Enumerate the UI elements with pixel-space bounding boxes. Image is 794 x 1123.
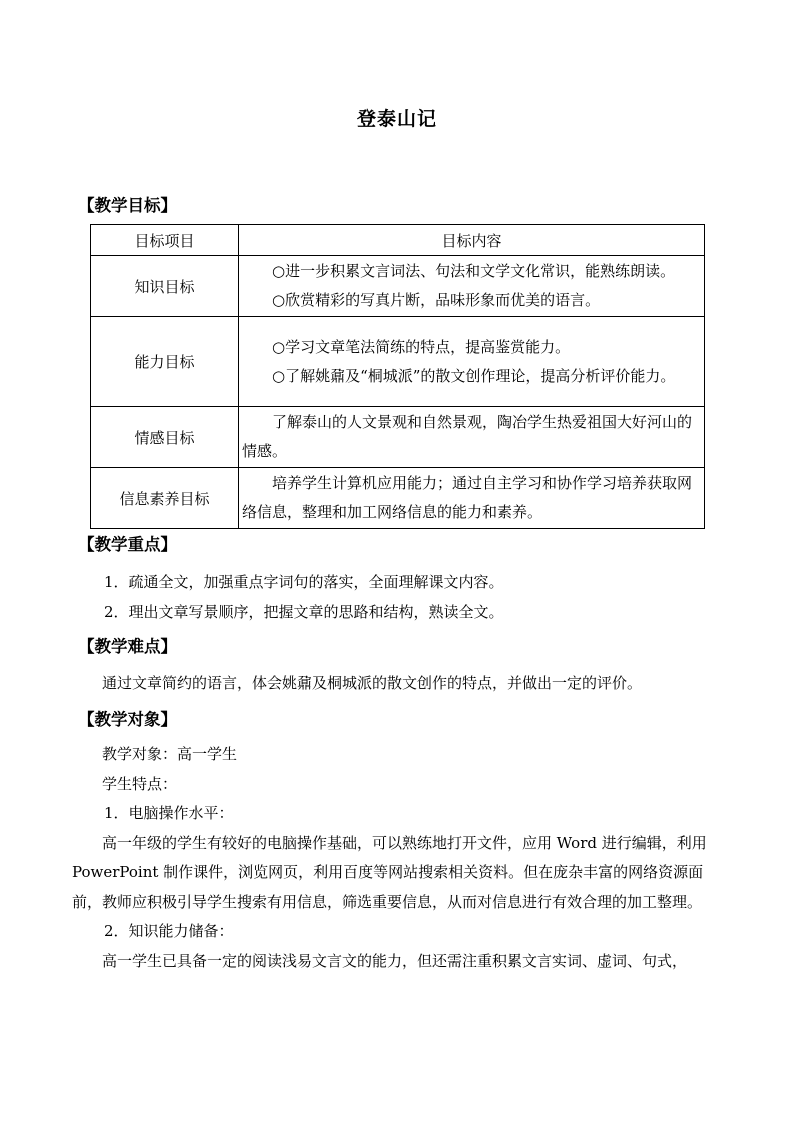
audience-item2-label: 2．知识能力储备： xyxy=(104,922,234,940)
goal-line: 了解泰山的人文景观和自然景观，陶冶学生热爱祖国大好河山的情感。 xyxy=(242,413,693,460)
goal-content-ability xyxy=(239,317,705,407)
audience-item1-text: 高一年级的学生有较好的电脑操作基础，可以熟练地打开文件，应用 Word 进行编辑，利用 PowerPoint 制作课件，浏览网页，利用百度等网站搜索相关资料。但在庞杂丰富的网络资源面前，教师应积极引导学生搜索有用信息，筛选重要信息，从而对信息进行有效合理的加工整理。 xyxy=(72,833,707,911)
difficulty-paragraph xyxy=(72,669,732,699)
table-row xyxy=(91,317,705,407)
goal-item-info-literacy: 信息素养目标 xyxy=(91,468,239,529)
table-row xyxy=(91,256,705,317)
section-heading-key-points: 【教学重点】 xyxy=(78,535,177,554)
audience-item2-text: 高一学生已具备一定的阅读浅易文言文的能力，但还需注重积累文言实词、虚词、句式， xyxy=(102,951,688,970)
goal-item-emotion: 情感目标 xyxy=(91,407,239,468)
list-item: 1．疏通全文，加强重点字词句的落实，全面理解课文内容。 xyxy=(104,573,504,591)
goal-item-knowledge: 知识目标 xyxy=(91,256,239,317)
goal-line: ○学习文章笔法简练的特点，提高鉴赏能力。 xyxy=(272,337,571,356)
goal-line: ○欣赏精彩的写真片断，品味形象而优美的语言。 xyxy=(272,291,601,309)
goal-line: 培养学生计算机应用能力；通过自主学习和协作学习培养获取网络信息，整理和加工网络信息的能力和素养。 xyxy=(242,474,693,521)
audience-block xyxy=(72,740,732,976)
goal-line: ○了解姚鼐及“桐城派”的散文创作理论，提高分析评价能力。 xyxy=(272,366,676,385)
key-points-list xyxy=(72,568,732,627)
difficulty-text: 通过文章简约的语言，体会姚鼐及桐城派的散文创作的特点，并做出一定的评价。 xyxy=(102,674,643,692)
goal-line: ○进一步积累文言词法、句法和文学文化常识，能熟练朗读。 xyxy=(272,262,676,280)
section-heading-goals: 【教学目标】 xyxy=(78,196,177,215)
section-heading-audience: 【教学对象】 xyxy=(78,710,177,729)
table-row xyxy=(91,407,705,468)
document-title: 登泰山记 xyxy=(356,108,437,130)
audience-target: 教学对象：高一学生 xyxy=(102,745,238,763)
goals-table xyxy=(90,224,705,529)
goal-content-knowledge xyxy=(239,256,705,317)
goal-content-emotion xyxy=(239,407,705,468)
header-cell-content: 目标内容 xyxy=(239,225,705,256)
goal-item-ability: 能力目标 xyxy=(91,317,239,407)
table-row xyxy=(91,468,705,529)
header-cell-item: 目标项目 xyxy=(91,225,239,256)
goals-table-header xyxy=(91,225,705,256)
section-heading-difficulty: 【教学难点】 xyxy=(78,637,177,656)
goal-content-info-literacy xyxy=(239,468,705,529)
audience-item1-label: 1．电脑操作水平： xyxy=(104,804,234,822)
audience-traits-label: 学生特点： xyxy=(102,774,178,793)
list-item: 2．理出文章写景顺序，把握文章的思路和结构，熟读全文。 xyxy=(104,602,504,621)
